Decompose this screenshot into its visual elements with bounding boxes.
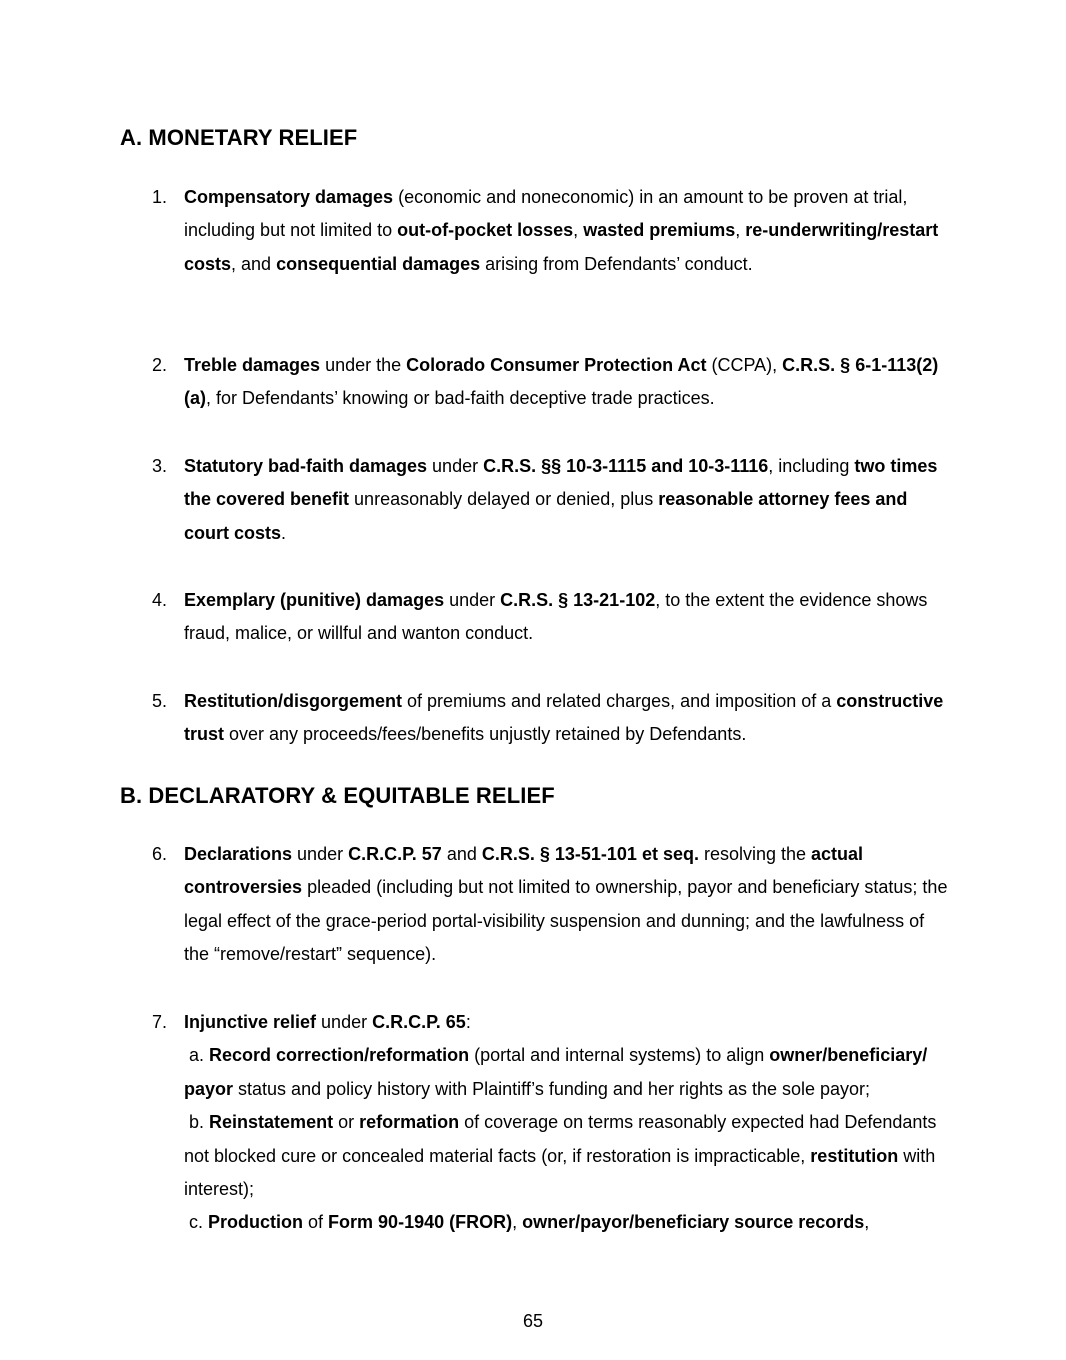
item-number: 2. [152,355,168,375]
item-text [184,1006,954,1240]
text-run: of [303,1212,329,1233]
text-run: over any proceeds/fees/benefits unjustly retained by Defendants. [224,724,747,745]
bold-text-run: reformation [359,1112,460,1133]
text-run: . [281,522,287,543]
bold-text-run: Record correction/reformation [209,1045,470,1066]
text-run: under [316,1012,373,1032]
item-number: 1. [152,187,168,207]
bold-text-run: Colorado Consumer Protection Act [406,355,707,375]
bold-text-run: owner/beneficiary/ payor [184,1045,928,1099]
bold-text-run: consequential damages [276,253,481,274]
bold-text-run: reasonable attorney fees and court costs [184,489,908,543]
bold-text-run: Exemplary (punitive) damages [184,590,445,610]
bold-text-run: out-of-pocket losses [397,220,574,241]
sub-item-label: b. [189,1112,205,1133]
text-run: , including [768,456,855,476]
text-run: , [735,220,746,241]
item-number: 4. [152,590,168,610]
text-run: (CCPA), [706,355,783,375]
item-text [184,685,954,752]
text-run: under the [320,355,407,375]
text-run: , [864,1212,870,1233]
sub-item-b [184,1106,954,1206]
bold-text-run: constructive trust [184,691,944,745]
text-run: of premiums and related charges, and imposition of a [402,691,837,711]
bold-text-run: Injunctive relief [184,1012,317,1032]
item-text [184,181,954,281]
bold-text-run: C.R.S. §§ 10-3-1115 and 10-3-1116 [483,456,769,476]
item-number: 3. [152,456,168,476]
sub-item-text [184,1045,927,1098]
bold-text-run: Restitution/disgorgement [184,691,403,711]
bold-text-run: restitution [810,1145,899,1166]
bold-text-run: Compensatory damages [184,187,394,207]
bold-text-run: Reinstatement [209,1112,334,1133]
page-number: 65 [522,1311,544,1331]
item-number: 6. [152,844,168,864]
item-number: 5. [152,691,168,711]
text-run: under [292,844,349,864]
section-a-heading: A. MONETARY RELIEF [120,125,358,150]
text-run: pleaded (including but not limited to ownership, payor and beneficiary status; the legal effect of the grace-period portal-visibility suspension and dunning; and the lawfulness of the “remove/restart” sequence). [184,877,948,965]
bold-text-run: C.R.C.P. 57 [348,844,442,864]
item-text [184,450,954,550]
section-b-heading: B. DECLARATORY & EQUITABLE RELIEF [120,783,555,808]
text-run: (economic and noneconomic) in an amount to be proven at trial, including but not limited to [184,187,908,241]
bold-text-run: two times the covered benefit [184,456,938,510]
sub-item-text [184,1112,936,1199]
sub-item-c [184,1206,954,1239]
bold-text-run: wasted premiums [583,220,736,241]
bold-text-run: C.R.S. § 13-51-101 et seq. [481,844,699,864]
text-run: under [444,590,501,610]
bold-text-run: Treble damages [184,355,321,375]
bold-text-run: owner/payor/beneficiary source records [522,1212,865,1233]
text-run: status and policy history with Plaintiff’s funding and her rights as the sole payor; [233,1078,871,1099]
text-run: arising from Defendants’ conduct. [480,253,753,274]
text-run: and [441,844,482,864]
bold-text-run: C.R.C.P. 65 [372,1012,466,1032]
bold-text-run: 6-1-113(2)(a) [184,355,939,409]
text-run: , [512,1212,523,1233]
item-text [184,838,954,972]
bold-text-run: actual controversies [184,844,864,898]
text-run: with interest); [184,1145,936,1200]
item-text [184,584,954,651]
sub-item-label: a. [189,1045,205,1066]
item-text [184,349,954,416]
sub-item-text [208,1212,869,1232]
text-run: : [465,1012,471,1032]
text-run: under [427,456,484,476]
text-run: , and [231,253,277,274]
text-run: (portal and internal systems) to align [469,1045,770,1066]
item-intro [184,1006,954,1039]
sub-item-a [184,1039,954,1106]
bold-text-run: C.R.S. § 13-21-102 [500,590,656,610]
sub-item-label: c. [189,1212,204,1233]
text-run: of coverage on terms reasonably expected had Defendants not blocked cure or concealed material facts (or, if restoration is impracticable, [184,1112,937,1166]
text-run: or [333,1112,360,1133]
bold-text-run: Form 90-1940 (FROR) [328,1212,513,1233]
text-run: , [573,220,584,241]
text-run: unreasonably delayed or denied, plus [349,489,659,510]
bold-text-run: Statutory bad-faith damages [184,456,428,476]
bold-text-run: Declarations [184,844,293,864]
text-run: , to the extent the evidence shows fraud, malice, or willful and wanton conduct. [184,590,928,644]
bold-text-run: Production [208,1212,304,1233]
item-number: 7. [152,1012,168,1032]
text-run: resolving the [698,844,812,864]
text-run: , for Defendants’ knowing or bad-faith deceptive trade practices. [206,388,715,409]
bold-text-run: C.R.S. § [782,355,851,375]
bold-text-run: re-underwriting/restart costs [184,220,939,274]
